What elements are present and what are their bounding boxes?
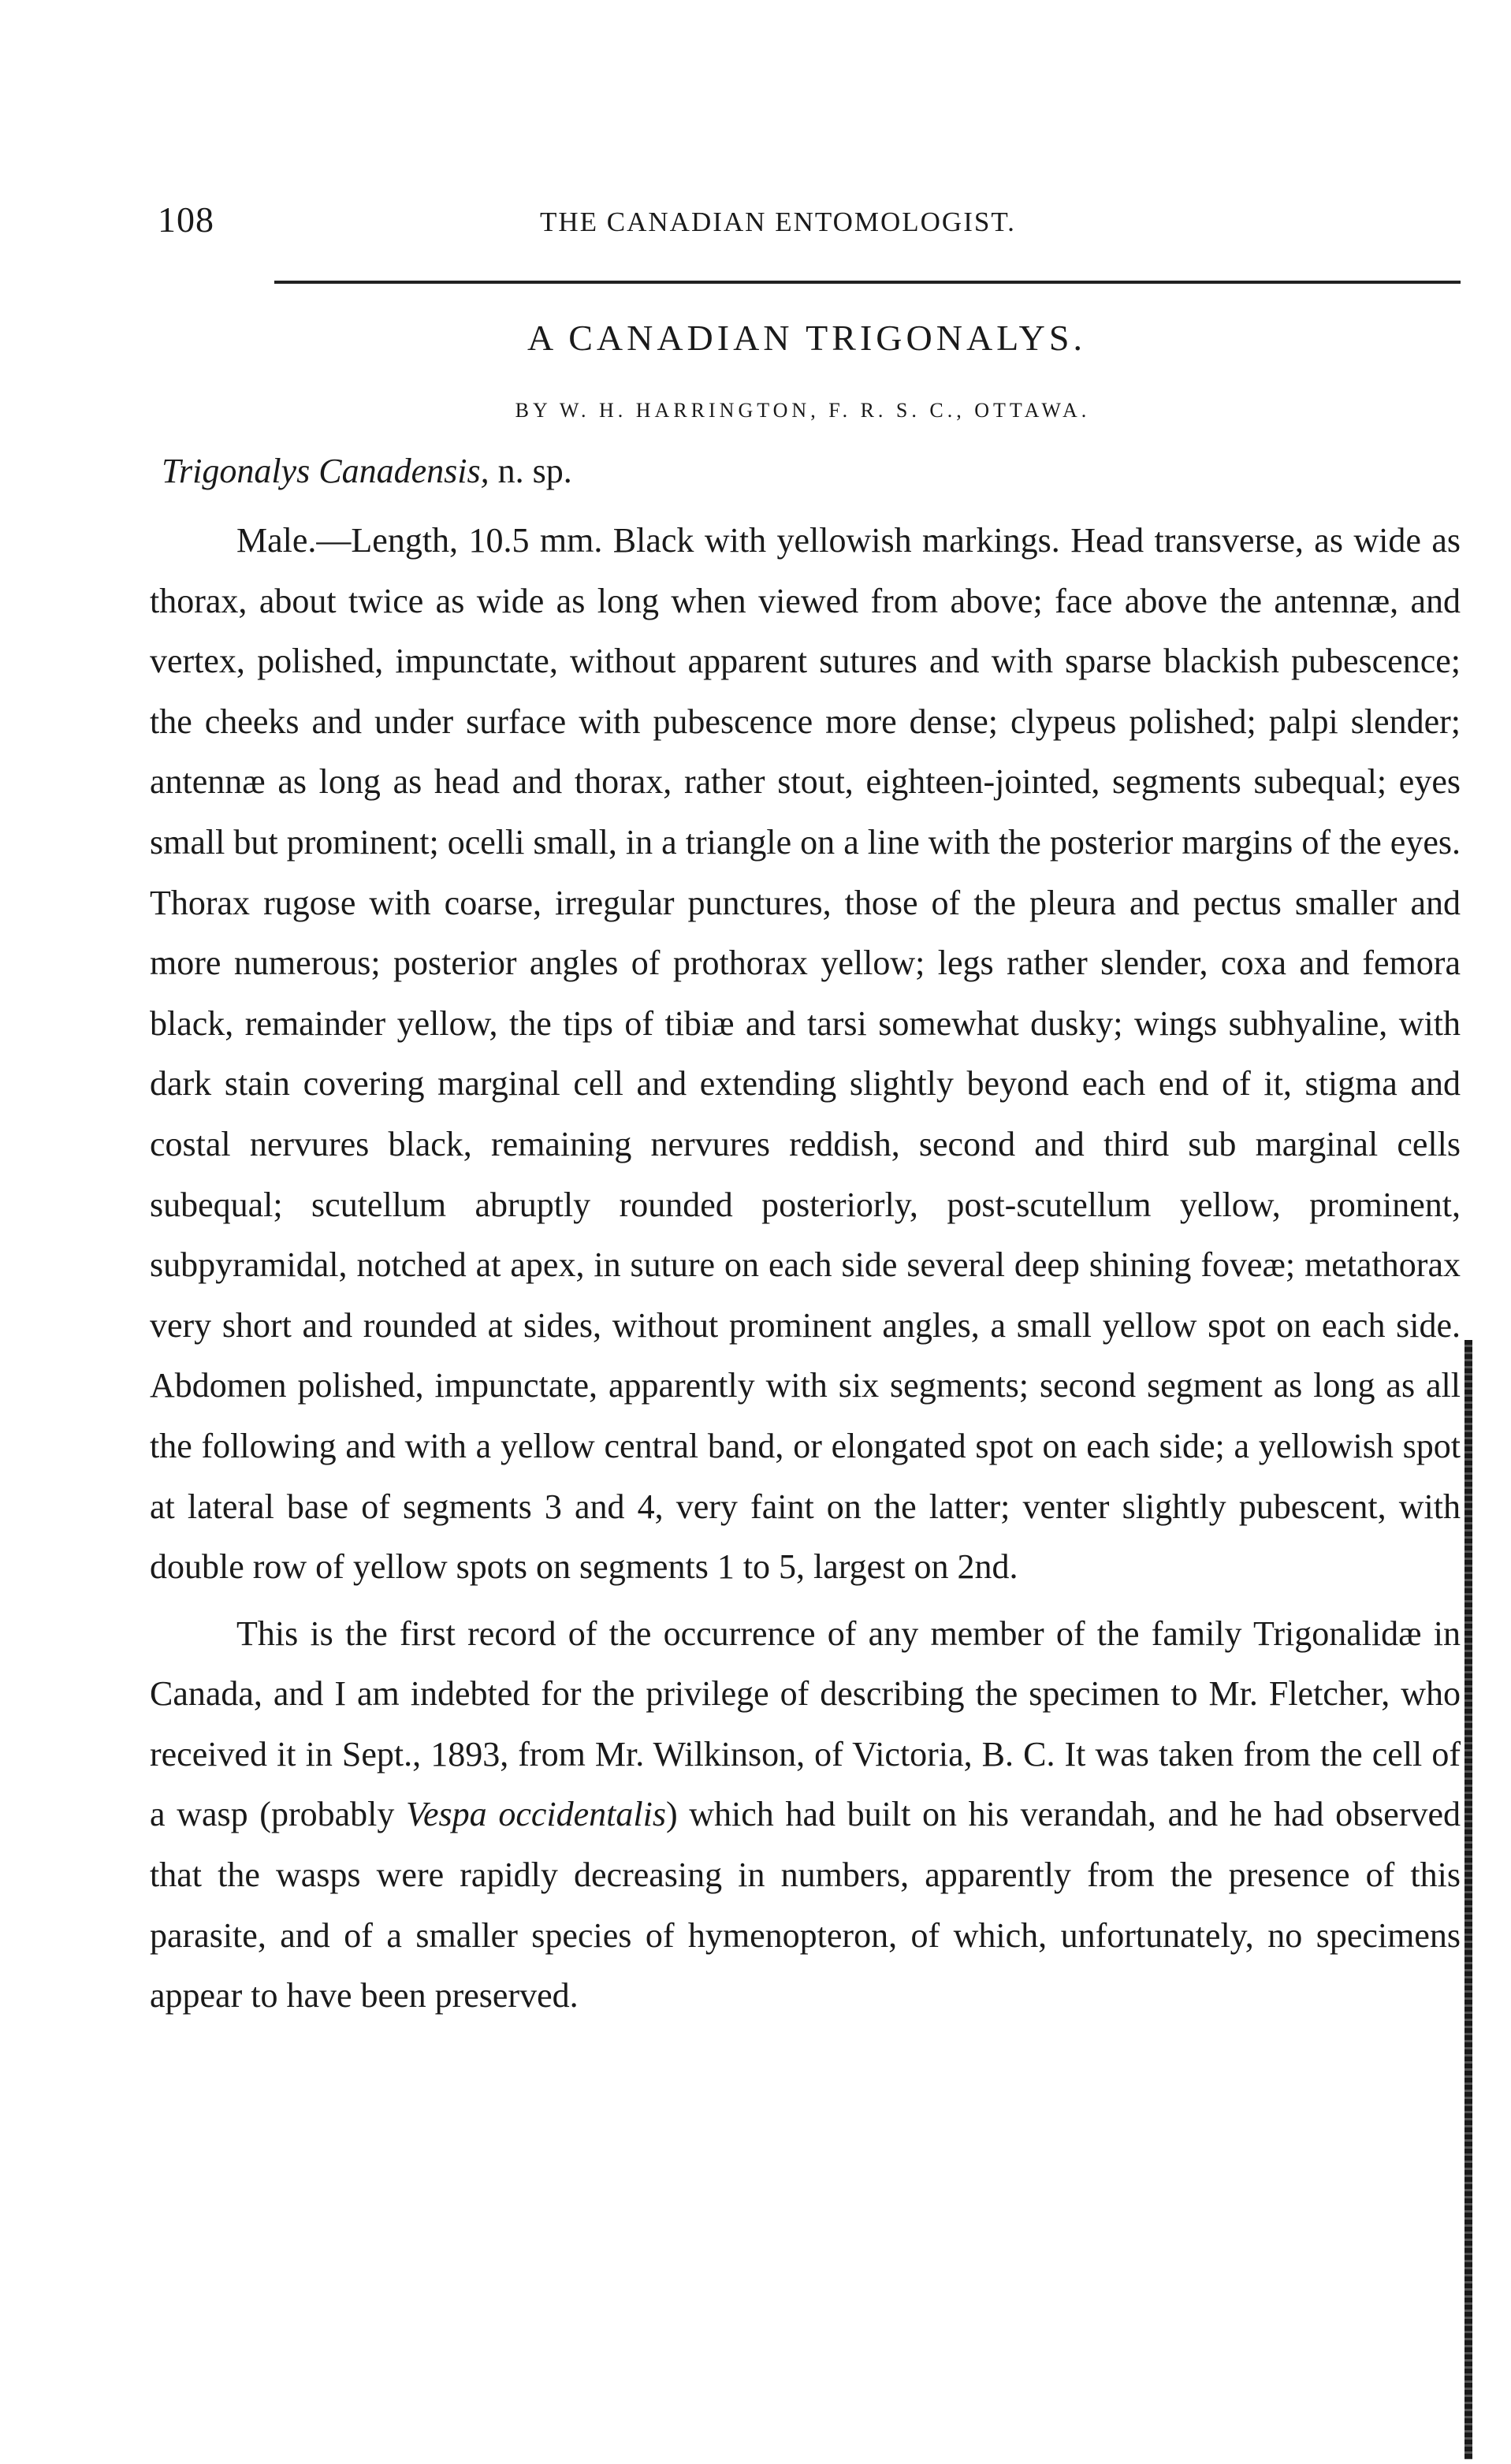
species-heading — [162, 451, 572, 491]
species-name: Trigonalys Canadensis, — [162, 452, 489, 490]
record-text-start: This is the first record of the occurrence of any member of the family Trigonalidæ in Canada, and I am indebted for the privilege of describing the specimen to Mr. Fletcher, who received it in Sept., 1893, from Mr. Wilkinson, of Victoria, B. C. It was taken from the cell of a wasp (probably — [150, 1614, 1461, 1834]
record-paragraph — [150, 1604, 1461, 2027]
record-text-end: ) which had built on his verandah, and he had observed that the wasps were rapidly decreasing in numbers, apparently from the presence of this parasite, and of a smaller species of hymenopteron, of which, unfortunately, no specimens appear to have been preserved. — [150, 1795, 1461, 2015]
running-head — [158, 199, 1458, 254]
page-number: 108 — [158, 199, 214, 240]
article-byline: BY W. H. HARRINGTON, F. R. S. C., OTTAWA. — [515, 399, 1091, 422]
article-body — [150, 511, 1461, 2027]
host-species-name: Vespa occidentalis — [406, 1795, 666, 1834]
article-title: A CANADIAN TRIGONALYS. — [527, 318, 1086, 358]
species-note: n. sp. — [489, 452, 572, 490]
description-paragraph: Male.—Length, 10.5 mm. Black with yellowish markings. Head transverse, as wide as thorax, about twice as wide as long when viewed from above; face above the antennæ, and vertex, polished, impunctate, without apparent sutures and with sparse blackish pubescence; the cheeks and under surface with pubescence more dense; clypeus polished; palpi slender; antennæ as long as head and thorax, rather stout, eighteen-jointed, segments subequal; eyes small but prominent; ocelli small, in a triangle on a line with the posterior margins of the eyes. Thorax rugose with coarse, irregular punctures, those of the pleura and pectus smaller and more numerous; posterior angles of prothorax yellow; legs rather slender, coxa and femora black, remainder yellow, the tips of tibiæ and tarsi somewhat dusky; wings subhyaline, with dark stain covering marginal cell and extending slightly beyond each end of it, stigma and costal nervures black, remaining nervures reddish, second and third sub marginal cells subequal; scutellum abruptly rounded posteriorly, post-scutellum yellow, prominent, subpyramidal, notched at apex, in suture on each side several deep shining foveæ; metathorax very short and rounded at sides, without prominent angles, a small yellow spot on each side. Abdomen polished, impunctate, apparently with six segments; second segment as long as all the following and with a yellow central band, or elongated spot on each side; a yellowish spot at lateral base of segments 3 and 4, very faint on the latter; venter slightly pubescent, with double row of yellow spots on segments 1 to 5, largest on 2nd. — [150, 521, 1461, 1587]
scan-edge-shadow — [1464, 1340, 1472, 2459]
header-rule — [274, 281, 1461, 284]
journal-title: THE CANADIAN ENTOMOLOGIST. — [540, 207, 1016, 237]
